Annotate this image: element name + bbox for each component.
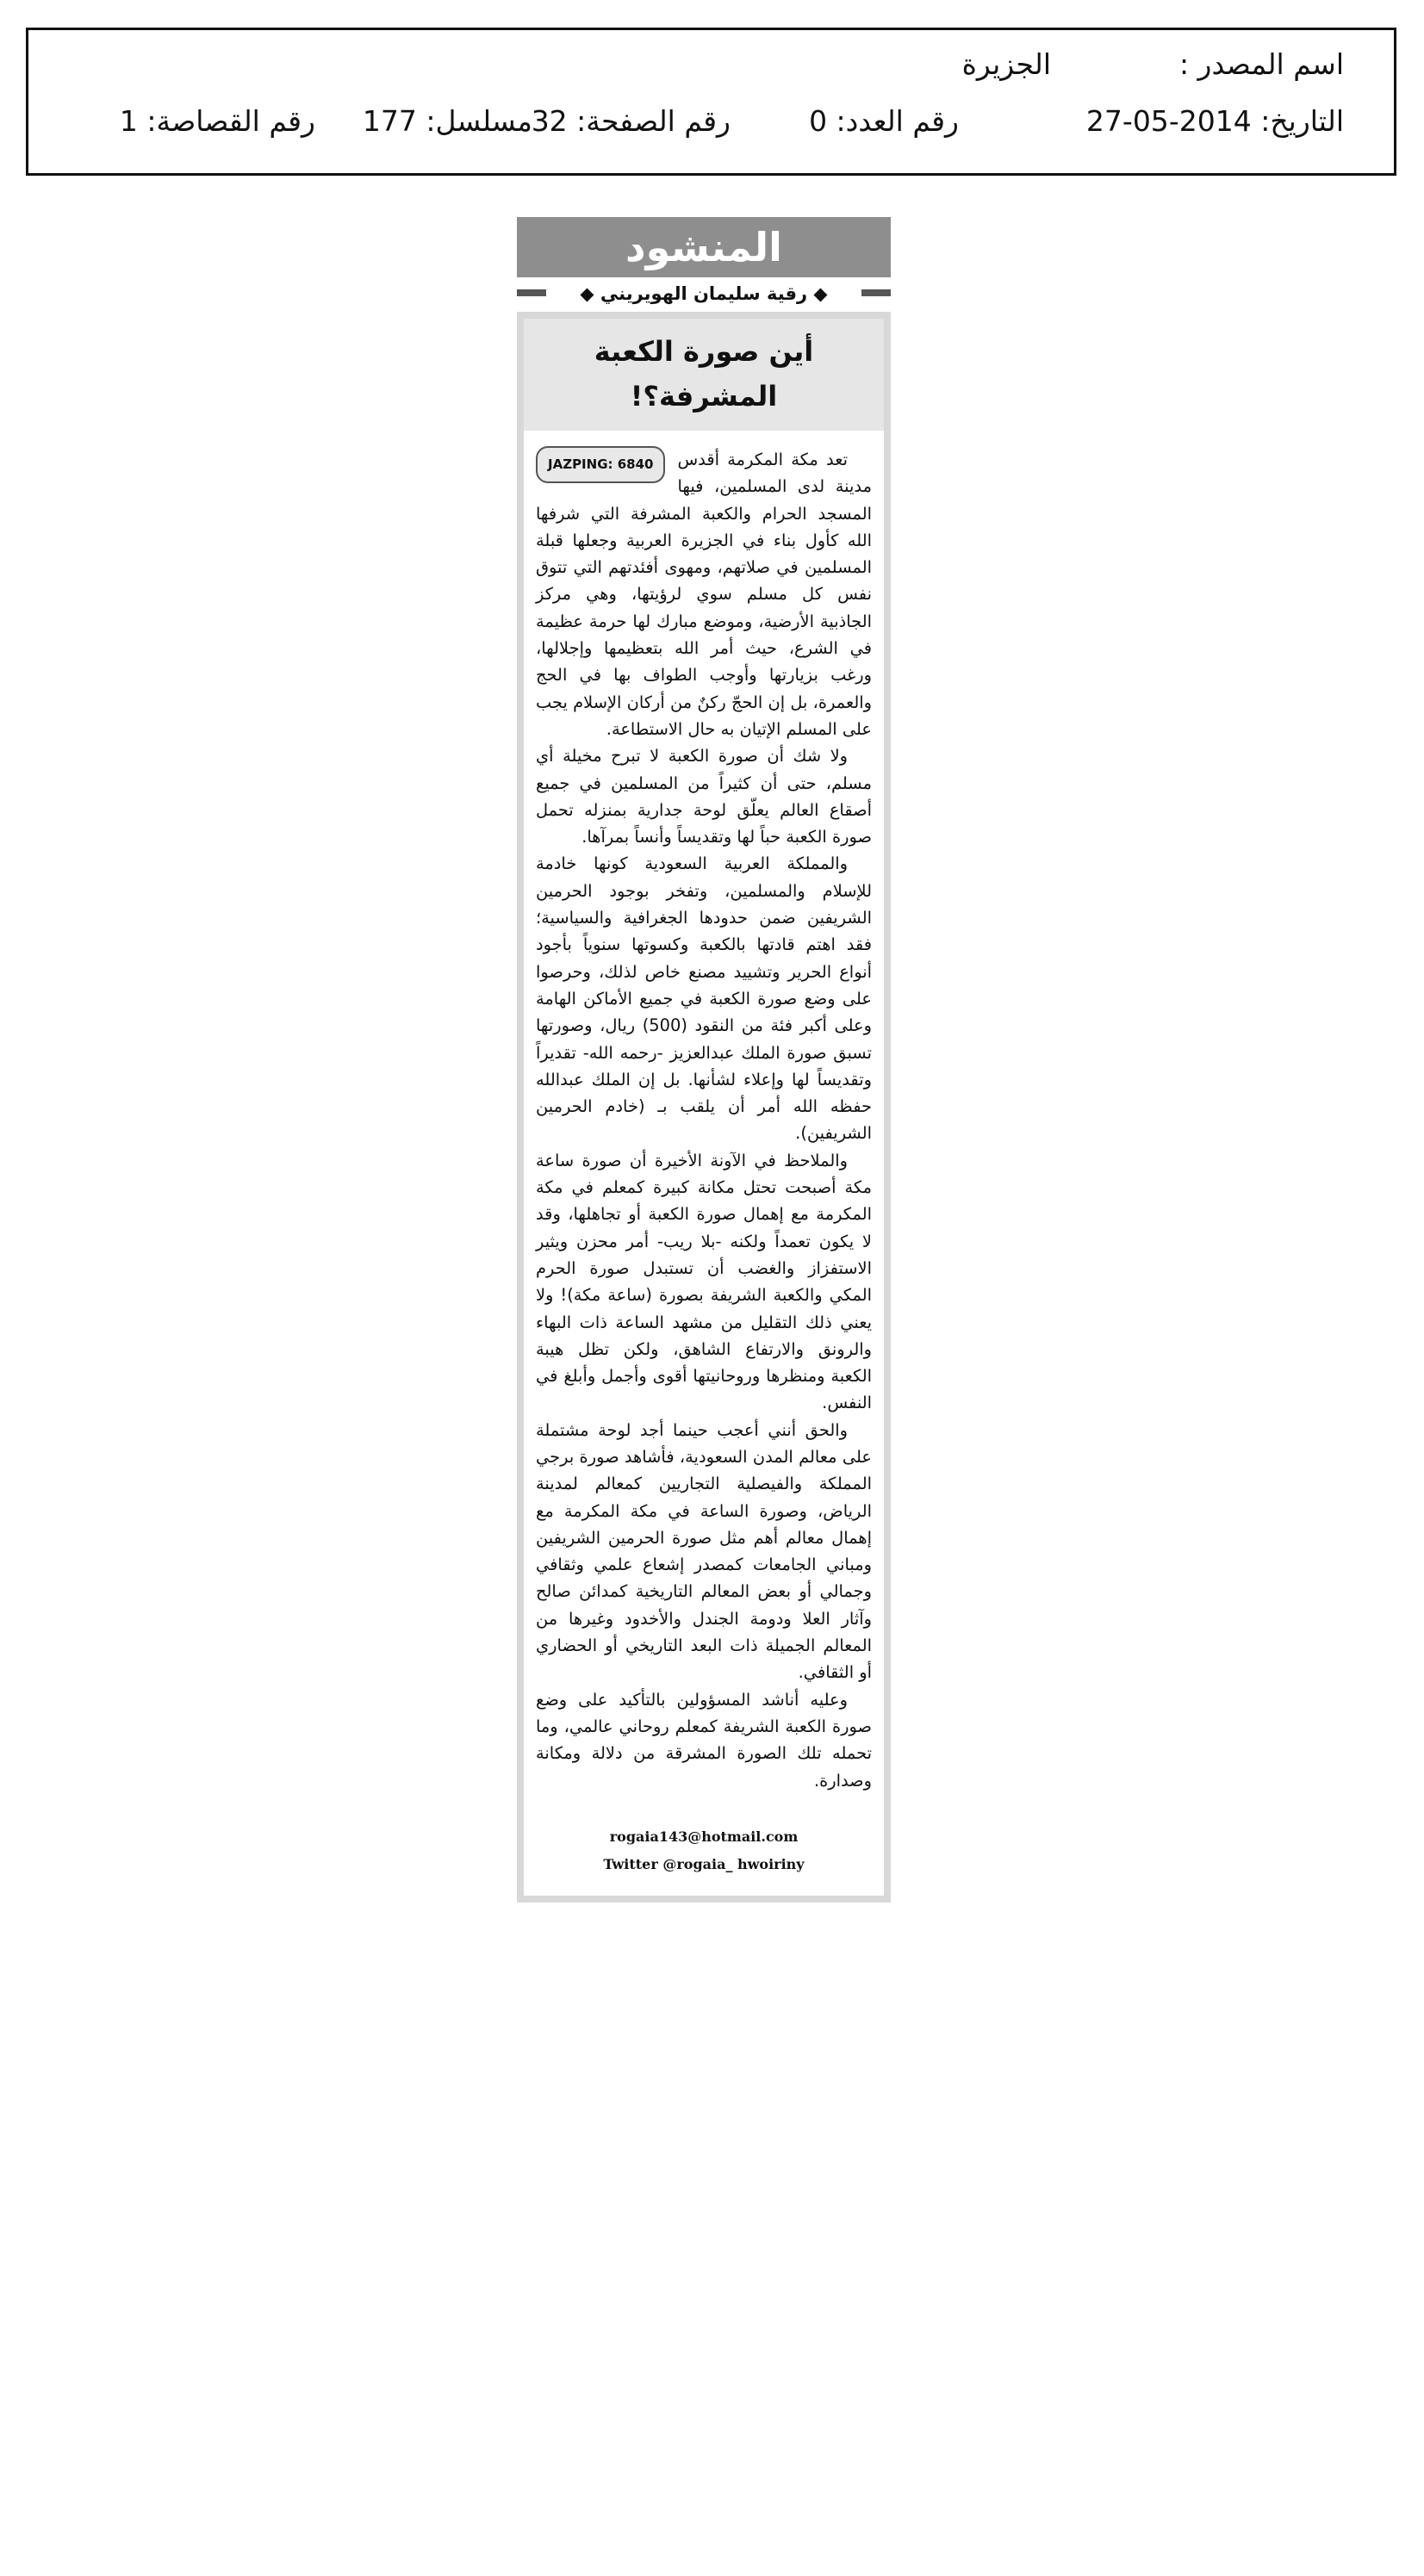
article-title-area [524, 319, 884, 431]
issue-number-field: رقم العدد: 0 [809, 104, 959, 138]
newspaper-column [517, 217, 891, 1903]
author-twitter: Twitter @rogaia_ hwoiriny [603, 1855, 805, 1872]
author-bar-rule-right [861, 289, 891, 296]
author-bar-rule-left [517, 289, 546, 296]
paragraph: والملاحظ في الآونة الأخيرة أن صورة ساعة مكة أصبحت تحتل مكانة كبيرة كمعلم في مكة المكرمة مع إهمال صورة الكعبة أو تجاهلها، وقد لا يكون تعمداً ولكنه -بلا ريب- أمر محزن ويثير الاستفزاز والغضب أن تستبدل صورة الحرم المكي والكعبة الشريفة بصورة (ساعة مكة)! ولا يعني ذلك التقليل من مشهد الساعة ذات البهاء والرونق والارتفاع الشاهق، ولكن تظل هيبة الكعبة ومنظرها وروحانيتها أقوى وأجمل وأبلغ في النفس. [536, 1150, 872, 1413]
paragraph: والحق أنني أعجب حينما أجد لوحة مشتملة على معالم المدن السعودية، فأشاهد صورة برجي المملكة والفيصلية التجاريين كمعالم لمدينة الرياض، وصورة الساعة في مكة المكرمة مع إهمال معالم أهم مثل صورة الحرمين الشريفين ومباني الجامعات كمصدر إشعاع علمي وثقافي وجمالي أو بعض المعالم التاريخية كمدائن صالح وآثار العلا ودومة الجندل والأخدود وغيرها من المعالم الجميلة ذات البعد التاريخي أو الحضاري أو الثقافي. [536, 1419, 872, 1683]
article-frame [517, 312, 891, 1903]
article-body [524, 431, 884, 1794]
clipping-header [26, 28, 1396, 176]
paragraph: وعليه أناشد المسؤولين بالتأكيد على وضع صورة الكعبة الشريفة كمعلم روحاني عالمي، وما تحمله تلك الصورة المشرقة من دلالة ومكانة وصدارة. [536, 1689, 872, 1791]
page-number-field: رقم الصفحة: 32 [531, 104, 731, 138]
author-bar [517, 282, 891, 305]
title-line-1: أين صورة الكعبة [594, 335, 814, 368]
source-label: اسم المصدر : [1178, 47, 1344, 81]
author-name-text: رقية سليمان الهويريني [600, 283, 808, 304]
serial-number-field: مسلسل: 177 [362, 104, 532, 138]
clip-number-field: رقم القصاصة: 1 [119, 104, 315, 138]
paragraph: ولا شك أن صورة الكعبة لا تبرح مخيلة أي مسلم، حتى أن كثيراً من المسلمين في جميع أصقاع العالم يعلّق لوحة جدارية بمنزله تحمل صورة الكعبة حباً لها وتقديساً وأنساً بمرآها. [536, 746, 872, 847]
paragraph: والمملكة العربية السعودية كونها خادمة للإسلام والمسلمين، وتفخر بوجود الحرمين الشريفين ضمن حدودها الجغرافية والسياسية؛ فقد اهتم قادتها بالكعبة وكسوتها سنوياً بأجود أنواع الحرير وتشييد مصنع خاص لذلك، وحرصوا على وضع صورة الكعبة في جميع الأماكن الهامة وعلى أكبر فئة من النقود (500) ريال، وصورتها تسبق صورة الملك عبدالعزيز -رحمه الله- تقديراً وتقديساً لها وإعلاء لشأنها. بل إن الملك عبدالله حفظه الله أمر أن يلقب بـ (خادم الحرمين الشريفين). [536, 853, 872, 1144]
author-contact [524, 1823, 884, 1878]
jazping-badge: JAZPING: 6840 [536, 446, 665, 483]
date-field: التاريخ: 2014-05-27 [1085, 104, 1344, 138]
article-title [532, 329, 875, 419]
author-name: ◆ رقية سليمان الهويريني ◆ [573, 282, 834, 305]
source-name: الجزيرة [961, 47, 1051, 81]
column-masthead: المنشود [517, 217, 891, 277]
paragraph: تعد مكة المكرمة أقدس مدينة لدى المسلمين، فيها المسجد الحرام والكعبة المشرفة التي شرفها الله كأول بناء في الجزيرة العربية وجعلها قبلة المسلمين في صلاتهم، ومهوى أفئدتهم التي تتوق نفس كل مسلم سوي لرؤيتها، وهي مركز الجاذبية الأرضية، وموضع مبارك لها حرمة عظيمة في الشرع، حيث أمر الله بتعظيمها وإجلالها، ورغب بزيارتها وأوجب الطواف بها في الحج والعمرة، بل إن الحجّ ركنٌ من أركان الإسلام يجب على المسلم الإتيان به حال الاستطاعة. [536, 450, 872, 739]
title-line-2: المشرفة؟! [630, 380, 778, 413]
author-email: rogaia143@hotmail.com [609, 1828, 799, 1845]
